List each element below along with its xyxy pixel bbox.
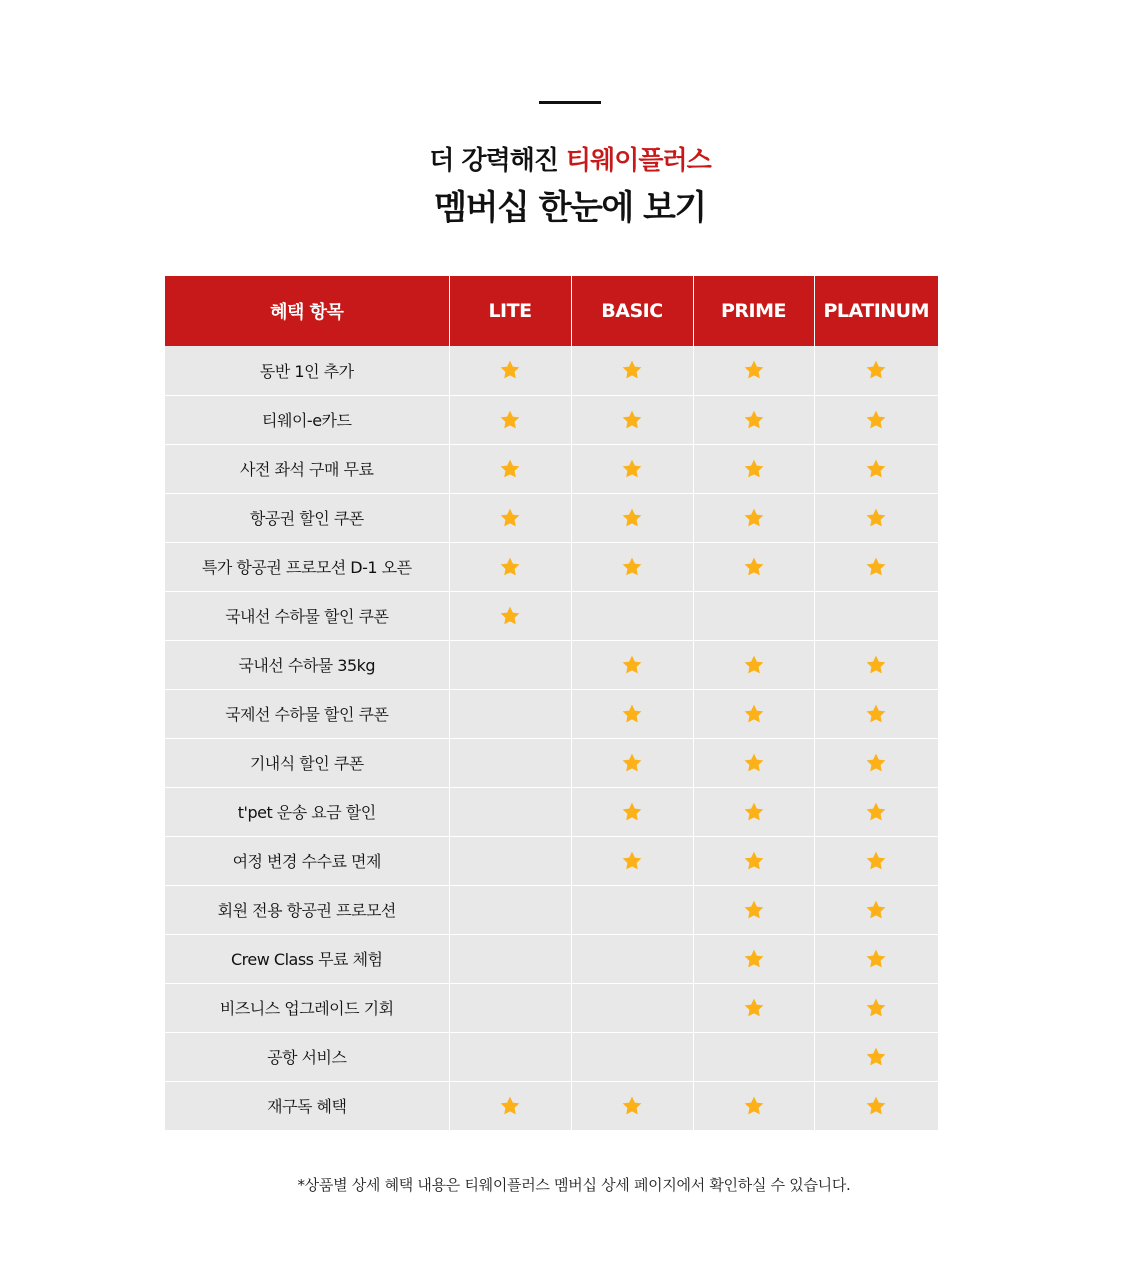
star-icon (621, 1095, 643, 1117)
star-icon (743, 654, 765, 676)
table-row (165, 444, 938, 493)
table-row (165, 542, 938, 591)
cell-basic (571, 542, 693, 591)
header-benefit-item: 혜택 항목 (165, 276, 449, 346)
cell-lite (449, 346, 571, 395)
cell-basic (571, 836, 693, 885)
footnote: *상품별 상세 혜택 내용은 티웨이플러스 멤버십 상세 페이지에서 확인하실 수 있습니다. (297, 1176, 851, 1194)
cell-platinum (814, 1081, 938, 1130)
cell-basic (571, 493, 693, 542)
cell-basic (571, 395, 693, 444)
cell-prime (693, 444, 814, 493)
cell-prime (693, 836, 814, 885)
cell-platinum (814, 885, 938, 934)
cell-prime (693, 395, 814, 444)
cell-platinum (814, 836, 938, 885)
cell-prime (693, 738, 814, 787)
cell-basic (571, 885, 693, 934)
star-icon (865, 654, 887, 676)
cell-prime (693, 689, 814, 738)
star-icon (743, 801, 765, 823)
cell-platinum (814, 640, 938, 689)
cell-basic (571, 983, 693, 1032)
benefit-label: 회원 전용 항공권 프로모션 (165, 885, 449, 934)
benefit-label: 국내선 수하물 35kg (165, 640, 449, 689)
star-icon (743, 948, 765, 970)
star-icon (621, 507, 643, 529)
star-icon (865, 752, 887, 774)
header-prime: PRIME (693, 276, 814, 346)
cell-lite (449, 934, 571, 983)
star-icon (499, 458, 521, 480)
star-icon (865, 556, 887, 578)
cell-prime (693, 1032, 814, 1081)
benefit-label: 비즈니스 업그레이드 기회 (165, 983, 449, 1032)
table-row (165, 395, 938, 444)
star-icon (865, 801, 887, 823)
benefit-label: 항공권 할인 쿠폰 (165, 493, 449, 542)
table-row (165, 689, 938, 738)
cell-platinum (814, 542, 938, 591)
cell-prime (693, 591, 814, 640)
star-icon (621, 556, 643, 578)
benefit-label: 국제선 수하물 할인 쿠폰 (165, 689, 449, 738)
benefit-label: 공항 서비스 (165, 1032, 449, 1081)
cell-lite (449, 542, 571, 591)
headline-prefix: 더 강력해진 (429, 146, 566, 176)
top-divider (539, 101, 601, 104)
cell-lite (449, 395, 571, 444)
benefit-label: 티웨이-e카드 (165, 395, 449, 444)
cell-platinum (814, 738, 938, 787)
benefit-label: t'pet 운송 요금 할인 (165, 787, 449, 836)
cell-lite (449, 983, 571, 1032)
cell-prime (693, 542, 814, 591)
star-icon (743, 752, 765, 774)
star-icon (743, 850, 765, 872)
star-icon (865, 899, 887, 921)
star-icon (499, 605, 521, 627)
star-icon (865, 409, 887, 431)
star-icon (621, 654, 643, 676)
star-icon (499, 409, 521, 431)
cell-basic (571, 934, 693, 983)
star-icon (743, 507, 765, 529)
star-icon (621, 409, 643, 431)
table-header-row (165, 276, 938, 346)
cell-prime (693, 885, 814, 934)
star-icon (865, 997, 887, 1019)
headline-brand: 티웨이플러스 (565, 146, 711, 176)
cell-prime (693, 640, 814, 689)
cell-lite (449, 689, 571, 738)
table-row (165, 640, 938, 689)
star-icon (621, 801, 643, 823)
star-icon (865, 359, 887, 381)
star-icon (621, 703, 643, 725)
cell-platinum (814, 444, 938, 493)
star-icon (621, 359, 643, 381)
cell-lite (449, 885, 571, 934)
cell-lite (449, 1081, 571, 1130)
table-body (165, 346, 938, 1130)
cell-platinum (814, 591, 938, 640)
cell-prime (693, 1081, 814, 1130)
table-row (165, 885, 938, 934)
cell-basic (571, 346, 693, 395)
cell-lite (449, 1032, 571, 1081)
star-icon (499, 507, 521, 529)
cell-lite (449, 493, 571, 542)
star-icon (743, 703, 765, 725)
table-row (165, 591, 938, 640)
table-row (165, 493, 938, 542)
cell-basic (571, 1032, 693, 1081)
cell-prime (693, 787, 814, 836)
cell-platinum (814, 346, 938, 395)
star-icon (743, 556, 765, 578)
cell-basic (571, 591, 693, 640)
table-row (165, 1032, 938, 1081)
cell-lite (449, 836, 571, 885)
cell-platinum (814, 395, 938, 444)
table-row (165, 934, 938, 983)
page-title: 멤버십 한눈에 보기 (434, 188, 706, 228)
star-icon (865, 703, 887, 725)
star-icon (499, 1095, 521, 1117)
cell-lite (449, 444, 571, 493)
star-icon (743, 359, 765, 381)
cell-prime (693, 346, 814, 395)
star-icon (743, 1095, 765, 1117)
cell-basic (571, 444, 693, 493)
table-row (165, 346, 938, 395)
star-icon (865, 948, 887, 970)
cell-lite (449, 738, 571, 787)
star-icon (865, 1046, 887, 1068)
star-icon (621, 752, 643, 774)
benefit-comparison-table (165, 276, 938, 1130)
star-icon (621, 850, 643, 872)
cell-prime (693, 934, 814, 983)
table-row (165, 836, 938, 885)
benefit-label: 여정 변경 수수료 면제 (165, 836, 449, 885)
benefit-label: 동반 1인 추가 (165, 346, 449, 395)
cell-basic (571, 689, 693, 738)
cell-basic (571, 1081, 693, 1130)
table-row (165, 738, 938, 787)
header-platinum: PLATINUM (814, 276, 938, 346)
cell-prime (693, 493, 814, 542)
star-icon (499, 556, 521, 578)
star-icon (743, 997, 765, 1019)
cell-prime (693, 983, 814, 1032)
table-row (165, 1081, 938, 1130)
benefit-label: Crew Class 무료 체험 (165, 934, 449, 983)
table-row (165, 983, 938, 1032)
star-icon (865, 507, 887, 529)
star-icon (743, 458, 765, 480)
star-icon (621, 458, 643, 480)
cell-basic (571, 787, 693, 836)
star-icon (743, 899, 765, 921)
benefit-label: 특가 항공권 프로모션 D-1 오픈 (165, 542, 449, 591)
cell-platinum (814, 689, 938, 738)
benefit-label: 기내식 할인 쿠폰 (165, 738, 449, 787)
header-basic: BASIC (571, 276, 693, 346)
table-row (165, 787, 938, 836)
cell-platinum (814, 787, 938, 836)
cell-lite (449, 640, 571, 689)
star-icon (865, 850, 887, 872)
benefit-label: 사전 좌석 구매 무료 (165, 444, 449, 493)
star-icon (743, 409, 765, 431)
benefit-label: 재구독 혜택 (165, 1081, 449, 1130)
cell-platinum (814, 493, 938, 542)
star-icon (865, 458, 887, 480)
cell-lite (449, 591, 571, 640)
cell-basic (571, 738, 693, 787)
cell-platinum (814, 1032, 938, 1081)
header-lite: LITE (449, 276, 571, 346)
star-icon (499, 359, 521, 381)
headline-line-1 (0, 143, 1140, 179)
cell-lite (449, 787, 571, 836)
benefit-label: 국내선 수하물 할인 쿠폰 (165, 591, 449, 640)
cell-basic (571, 640, 693, 689)
star-icon (865, 1095, 887, 1117)
cell-platinum (814, 983, 938, 1032)
cell-platinum (814, 934, 938, 983)
